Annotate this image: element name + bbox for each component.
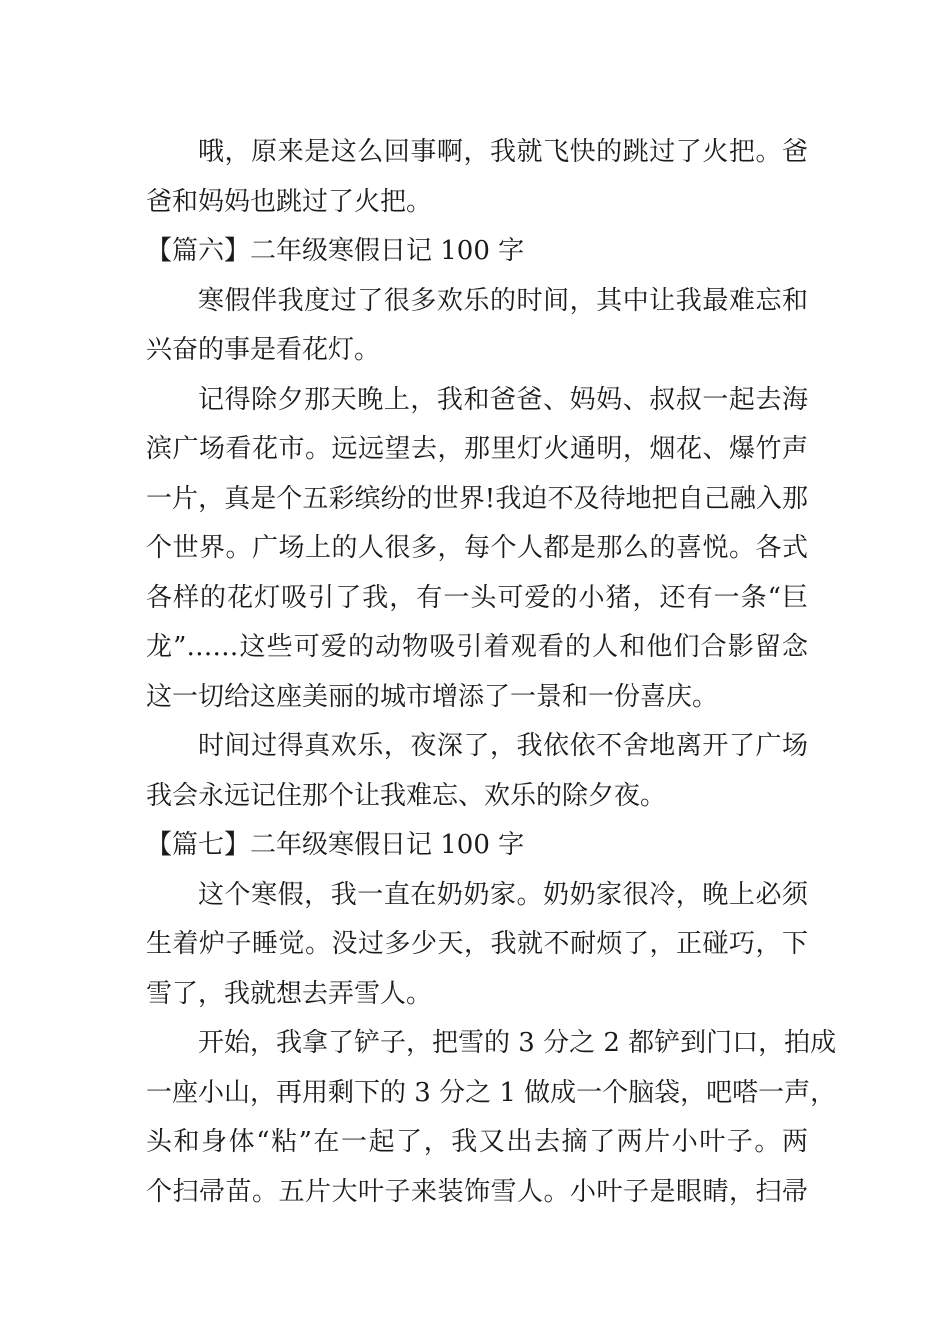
heading-text: 【篇六】二年级寒假日记 100 字 <box>146 236 525 266</box>
text-line: 时间过得真欢乐，夜深了，我依依不舍地离开了广场 <box>198 731 808 761</box>
text-line: 这一切给这座美丽的城市增添了一景和一份喜庆。 <box>146 681 719 712</box>
text-line: 龙”……这些可爱的动物吸引着观看的人和他们合影留念 <box>146 632 808 662</box>
text-line: 雪了，我就想去弄雪人。 <box>146 978 433 1009</box>
text-line: 头和身体“粘”在一起了，我又出去摘了两片小叶子。两 <box>146 1127 808 1157</box>
text-line: 各样的花灯吸引了我，有一头可爱的小猪，还有一条“巨 <box>146 582 808 613</box>
text-line: 我会永远记住那个让我难忘、欢乐的除夕夜。 <box>146 780 667 811</box>
text-line: 开始，我拿了铲子，把雪的 3 分之 2 都铲到门口，拍成 <box>198 1028 837 1058</box>
section-heading <box>146 821 808 871</box>
text-line: 哦，原来是这么回事啊，我就飞快的跳过了火把。爸 <box>198 137 808 167</box>
text-line: 这个寒假，我一直在奶奶家。奶奶家很冷，晚上必须 <box>198 879 808 910</box>
text-line: 记得除夕那天晚上，我和爸爸、妈妈、叔叔一起去海 <box>198 384 808 415</box>
text-line: 生着炉子睡觉。没过多少天，我就不耐烦了，正碰巧，下 <box>146 929 808 959</box>
paragraph <box>146 376 808 723</box>
paragraph <box>146 128 808 227</box>
text-line: 一片，真是个五彩缤纷的世界!我迫不及待地把自己融入那 <box>146 483 808 514</box>
document-body <box>146 128 837 1217</box>
paragraph <box>146 871 808 1020</box>
text-line: 滨广场看花市。远远望去，那里灯火通明，烟花、爆竹声 <box>146 434 808 464</box>
text-line: 个扫帚苗。五片大叶子来装饰雪人。小叶子是眼睛，扫帚 <box>146 1176 808 1207</box>
text-line: 兴奋的事是看花灯。 <box>146 335 381 365</box>
text-line: 爸和妈妈也跳过了火把。 <box>146 186 433 217</box>
text-line: 个世界。广场上的人很多，每个人都是那么的喜悦。各式 <box>146 533 808 563</box>
heading-text: 【篇七】二年级寒假日记 100 字 <box>146 830 525 860</box>
text-line: 寒假伴我度过了很多欢乐的时间，其中让我最难忘和 <box>198 285 808 316</box>
paragraph <box>146 722 808 821</box>
paragraph <box>146 1019 837 1217</box>
section-heading <box>146 227 808 277</box>
text-line: 一座小山，再用剩下的 3 分之 1 做成一个脑袋，吧嗒一声， <box>146 1077 837 1108</box>
paragraph <box>146 277 808 376</box>
